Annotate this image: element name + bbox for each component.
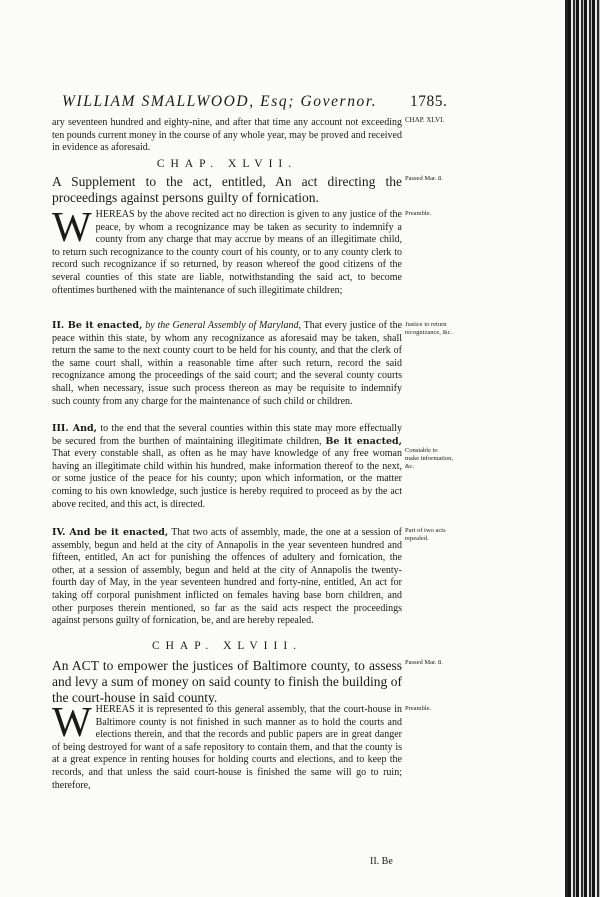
section-3: III. And, to the end that the several counties within this state may more effectually be secured from the burthen of maintaining illegitimate children, Be it enacted, That every constable shall, as often as he may have knowledge of any free woman having an illegitimate child within his hundred, make information thereof to the next, or some justice of the peace for his county; upon which information, or the matter coming to his own knowledge, such justice is hereby required to proceed as by the act above recited, and this act, is directed. (52, 423, 402, 510)
section-2: II. Be it enacted, by the General Assembly of Maryland, That every justice of the peace within this state, by whom any recognizance as aforesaid may be taken, shall return the same to the next county court to be held for his county, and that the clerk of the same court shall, within a reasonable time after such return, record the said recognizance among the proceedings of the said court; and the several county courts shall, when necessary, issue such process thereon as may be requisite to indemnify such county from any charge for the maintenance of such child or children. (52, 320, 403, 407)
preamble-47: WHEREAS by the above recited act no direction is given to any justice of the peace, by whom a recognizance may be taken as security to indemnify a county from any charge that may accrue by means of an illegitimate child, to return such recognizance to the county court of his county, or to any county clerk to record such recognizance if so returned, by reason whereof the good citizens of the several counties of this state are liable, notwithstanding the said act, to become oftentimes burthened with the maintenance of such illegitimate children; (52, 205, 402, 296)
margin-preamble-47: Preamble. (405, 210, 432, 217)
continuation-paragraph: ary seventeen hundred and eighty-nine, and after that time any account not exceeding ten pounds current money in the course of any whole year, may be proved and received in evidence as aforesaid. (52, 117, 402, 154)
page-stack-shadow (568, 0, 600, 897)
section-4: IV. And be it enacted, That two acts of assembly, made, the one at a session of assembly, begun and held at the city of Annapolis in the year seventeen hundred and fifteen, entitled, An act for punishing the offences of adultery and fornication, the other, at a session of assembly, begun and held at the city of Annapolis the twenty-fourth day of May, in the year seventeen hundred and forty-nine, entitled, An act for taking off corporal punishment inflicted on females having base born children, and other purposes therein mentioned, so far as the said acts respect the proceedings against persons guilty of fornication, be, and are hereby repealed. (52, 527, 402, 627)
chapter-heading-47: CHAP. XLVII. (156, 158, 298, 170)
page-year: 1785. (410, 93, 448, 110)
drop-cap: W (52, 700, 92, 746)
margin-note-section-3: Constable to make information, &c. (405, 447, 454, 470)
chapter-title-47: A Supplement to the act, entitled, An act directing the proceedings against persons guilty of fornication. (52, 174, 402, 205)
running-title: WILLIAM SMALLWOOD, Esq; Governor. (62, 93, 378, 110)
margin-passed-47: Passed Mar. 8. (405, 175, 443, 182)
preamble-48: WHEREAS it is represented to this general assembly, that the court-house in Baltimore county is not finished in such manner as to hold the courts and elections therein, and that the records and public papers are in great danger of being destroyed for want of a safe repository to contain them, and that the county is at a great expence in renting houses for holding courts and elections, and to keep the records, and that unless the said court-house is finished the same will go to ruin; therefore, (52, 700, 402, 791)
running-header (62, 93, 458, 111)
catchword: II. Be (370, 856, 393, 867)
drop-cap: W (52, 205, 92, 251)
margin-note-chap46: CHAP. XLVI. (405, 116, 445, 124)
margin-passed-48: Passed Mar. 8. (405, 659, 443, 666)
margin-preamble-48: Preamble. (405, 705, 432, 712)
margin-note-section-4: Part of two acts repealed. (405, 527, 446, 542)
chapter-title-48: An ACT to empower the justices of Baltimore county, to assess and levy a sum of money on said county to finish the building of the court-house in said county. (52, 658, 402, 705)
chapter-heading-48: CHAP. XLVIII. (151, 640, 303, 652)
margin-note-section-2: Justice to return recognizance, &c. (405, 321, 453, 336)
